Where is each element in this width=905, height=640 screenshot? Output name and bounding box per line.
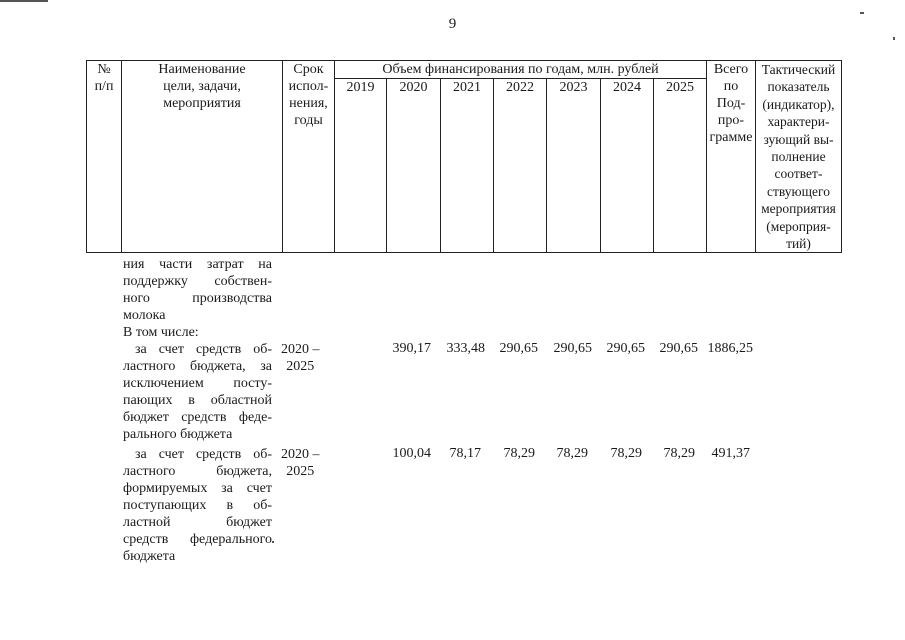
scan-edge-mark	[0, 0, 48, 2]
header-year: 2024	[601, 79, 654, 253]
row-line: рального бюджета	[123, 427, 233, 442]
row-value-2025: 290,65	[659, 341, 698, 356]
header-year: 2022	[494, 79, 547, 253]
row-description	[123, 446, 272, 565]
row-total: 491,37	[711, 446, 750, 461]
header-col-name: Наименование цели, задачи, мероприятия	[122, 61, 283, 253]
row-value-2024: 78,29	[610, 446, 642, 461]
row-value-2021: 333,48	[446, 341, 485, 356]
header-year: 2021	[441, 79, 494, 253]
row-line: ластного бюджета, за	[123, 359, 272, 374]
row-value-2020: 100,04	[392, 446, 431, 461]
row-line: ластного бюджета,	[123, 464, 272, 479]
header-col-funding: Объем финансирования по годам, млн. рублей	[335, 61, 707, 79]
intro-line: молока	[123, 308, 166, 323]
header-year: 2020	[387, 79, 441, 253]
header-col-indicator: Тактический показатель (индикатор), характери- зующий вы- полнение соответ- ствующего мероприятия (мероприя- тий)	[756, 61, 842, 253]
row-line: пающих в областной	[123, 393, 272, 408]
row-line: исключением посту-	[123, 376, 272, 391]
row-value-2021: 78,17	[449, 446, 481, 461]
row-value-2025: 78,29	[663, 446, 695, 461]
row-line: бюджет средств феде-	[123, 410, 272, 425]
scan-speck	[272, 541, 274, 543]
row-line: средств федерального	[123, 532, 272, 547]
intro-line: ния части затрат на	[123, 257, 272, 272]
page-number: 9	[448, 16, 457, 32]
row-line: поступающих в об-	[123, 498, 272, 513]
row-total: 1886,25	[707, 341, 753, 356]
intro-description	[123, 256, 272, 324]
header-col-number: № п/п	[87, 61, 122, 253]
row-line: ластной бюджет	[123, 515, 272, 530]
row-term: 2020 – 2025	[281, 342, 320, 374]
funding-table-header	[86, 60, 842, 253]
row-description	[123, 341, 272, 443]
scan-speck	[893, 37, 895, 40]
row-value-2024: 290,65	[606, 341, 645, 356]
header-year: 2023	[547, 79, 601, 253]
row-line: бюджета	[123, 549, 176, 564]
row-term: 2020 – 2025	[281, 447, 320, 479]
scan-speck	[860, 12, 864, 14]
subheading: В том числе:	[123, 325, 199, 340]
row-line: за счет средств об-	[135, 342, 272, 357]
row-line: за счет средств об-	[135, 447, 272, 462]
row-value-2022: 290,65	[499, 341, 538, 356]
row-value-2023: 290,65	[553, 341, 592, 356]
header-col-term: Срок испол- нения, годы	[283, 61, 335, 253]
header-year: 2025	[654, 79, 707, 253]
row-line: формируемых за счет	[123, 481, 272, 496]
row-value-2022: 78,29	[503, 446, 535, 461]
intro-line: поддержку собствен-	[123, 274, 272, 289]
header-col-total: Всего по Под- про- грамме	[707, 61, 756, 253]
row-value-2020: 390,17	[392, 341, 431, 356]
row-value-2023: 78,29	[556, 446, 588, 461]
header-year: 2019	[335, 79, 387, 253]
intro-line: ного производства	[123, 291, 272, 306]
